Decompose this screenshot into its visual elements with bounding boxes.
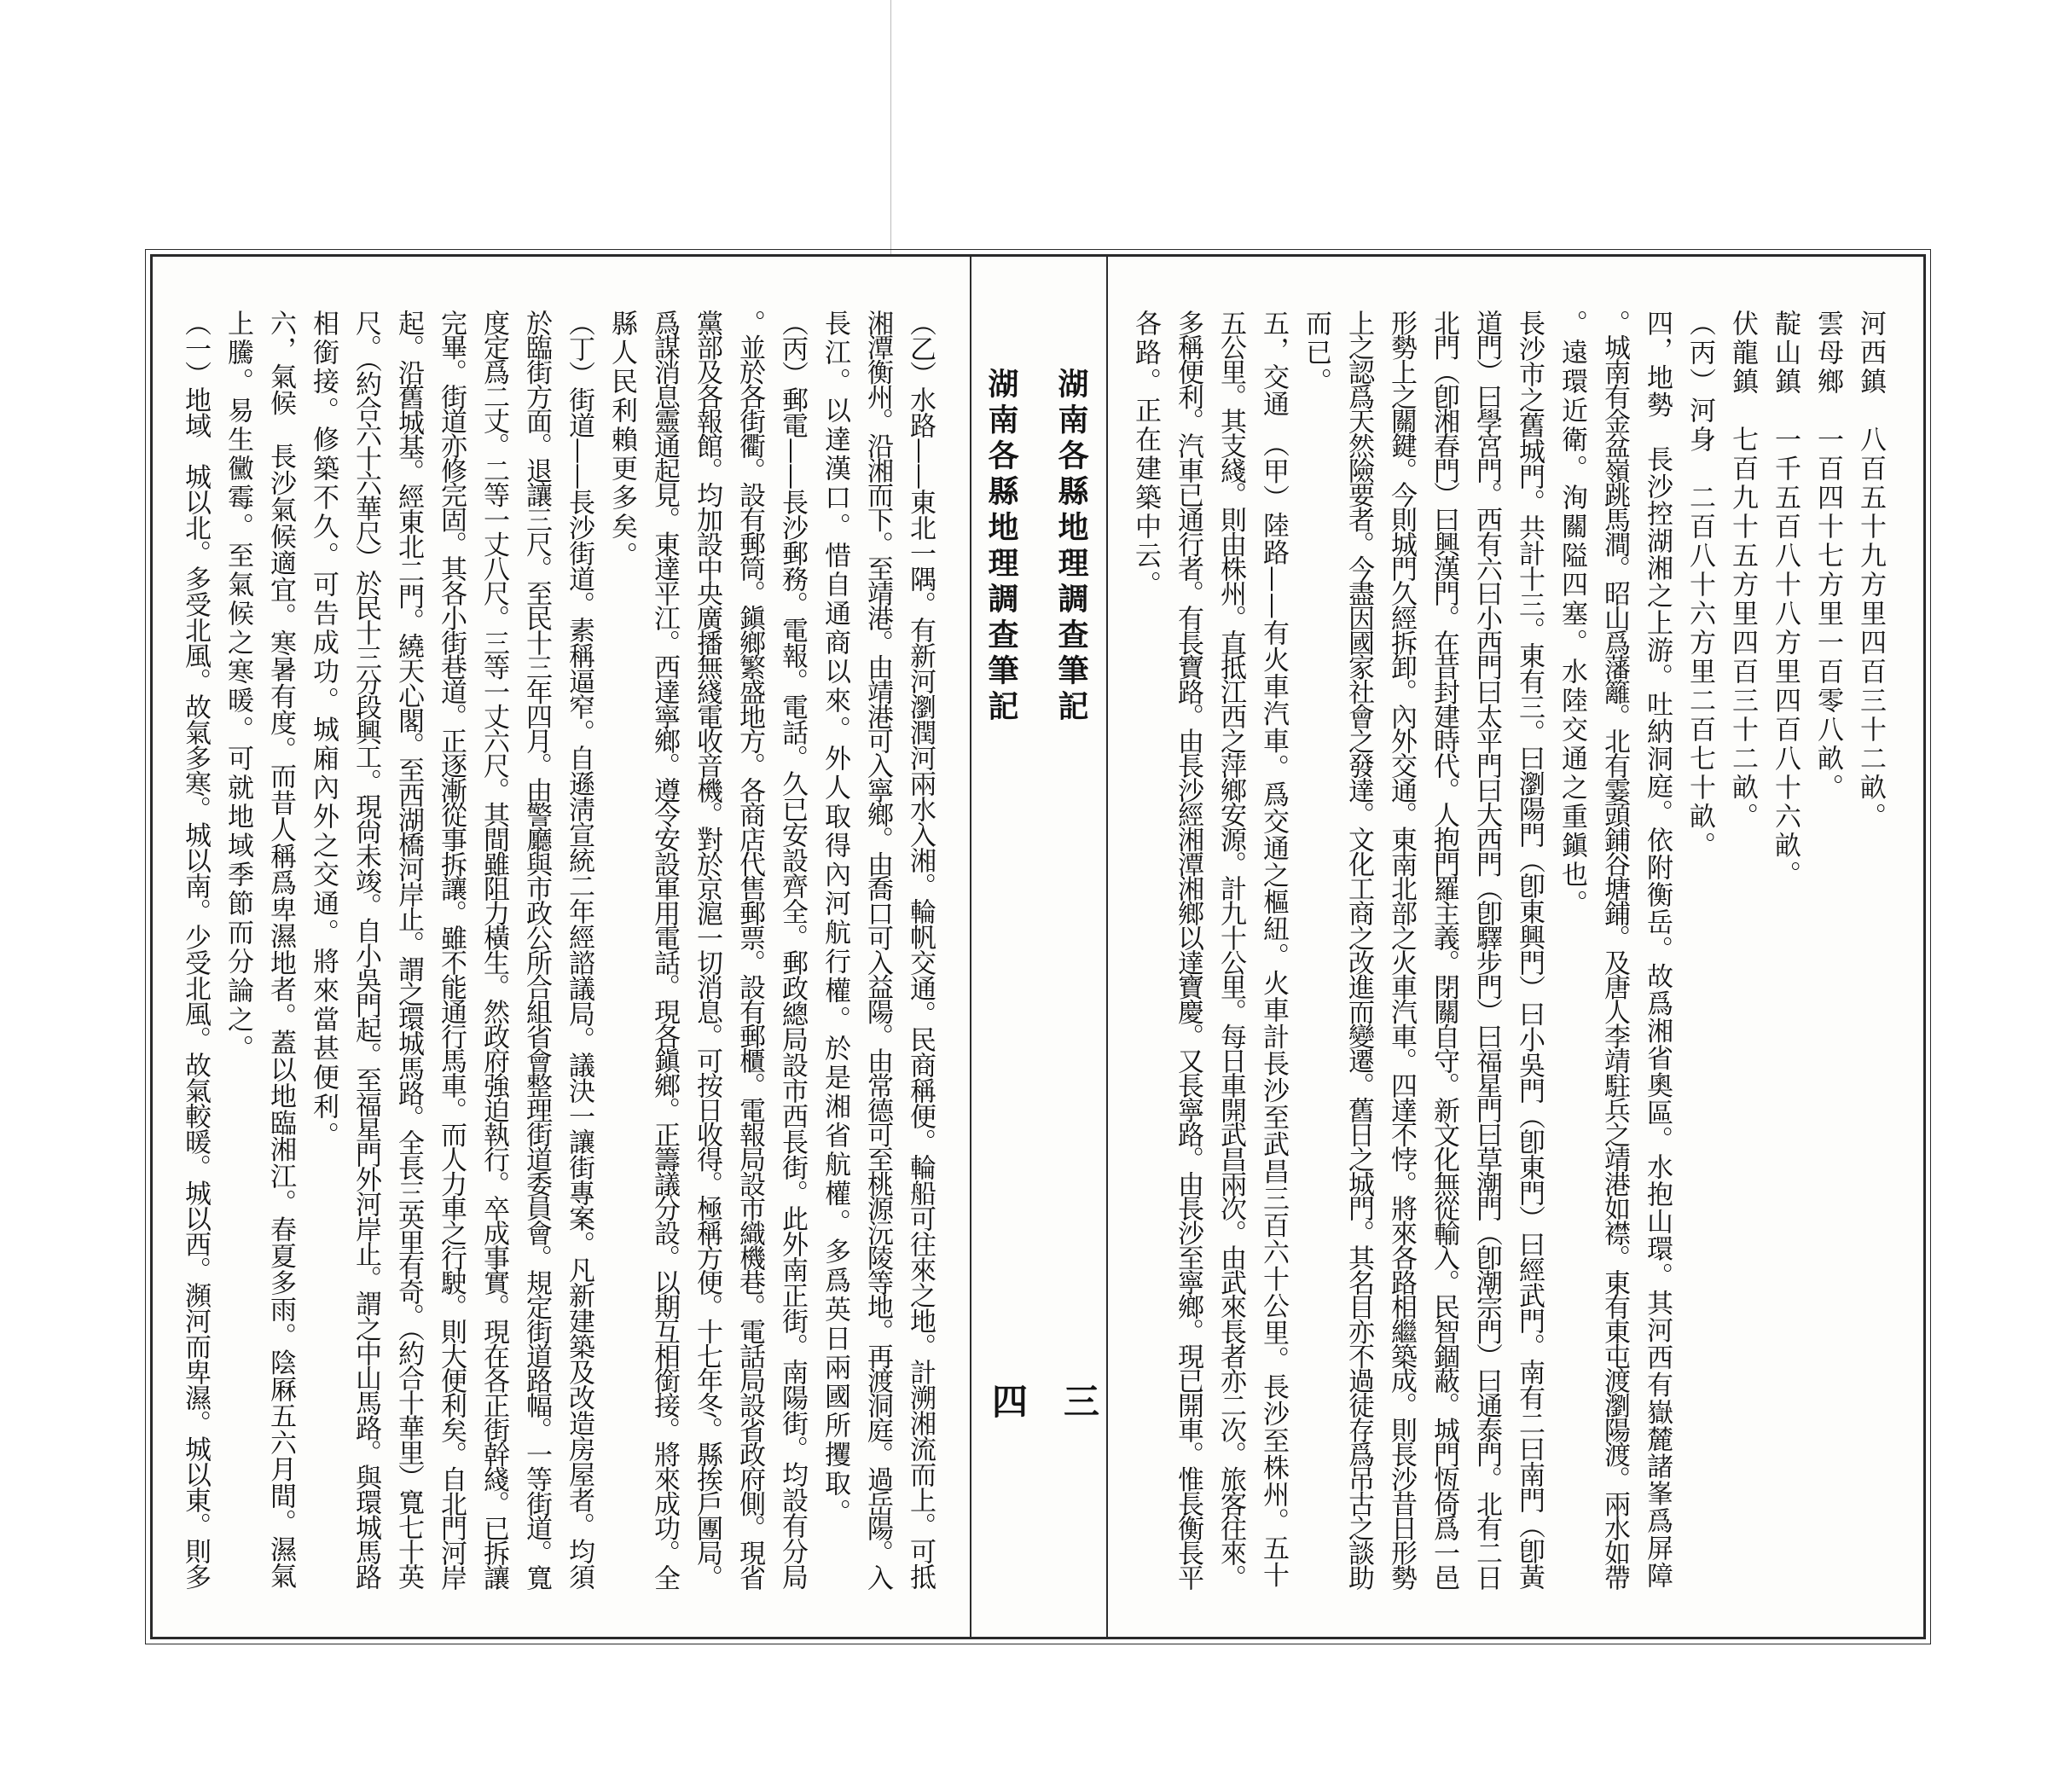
- text-column: 各路。正在建築中云。: [1130, 310, 1161, 600]
- text-column: 。並於各街衢。設有郵筒。鎭鄉繁盛地方。各商店代售郵票。設有郵櫃。電報局設市織機巷。電話局設省政府側。現省: [734, 310, 765, 1590]
- text-column: 尺。（約合六十六華尺）於民十三分段興工。現尙未竣。自小吳門起。至福星門外河岸止。謂之中山馬路。與環城馬路: [351, 310, 381, 1589]
- text-column: 。城南有金盆嶺跳馬澗。昭山爲藩籬。北有霎頭鋪谷塘鋪。及唐人李靖駐兵之靖港如襟。東有東屯渡瀏陽渡。兩水如帶: [1599, 310, 1630, 1590]
- text-column: 完畢。街道亦修完固。其各小街巷道。正逐漸從事拆讓。雖不能通行馬車。而人力車之行駛。則大便利矣。自北門河岸: [436, 310, 467, 1590]
- text-column: 上騰。易生黴霉。至氣候之寒暖。可就地域季節而分論之。: [223, 310, 253, 1064]
- text-column: （丙）郵電——長沙郵務。電報。電話。久已安設齊全。郵政總局設市西長街。此外南正街。南陽街。均設有分局: [777, 310, 808, 1589]
- text-column: 縣人民利賴更多矣。: [606, 310, 637, 571]
- text-column: 六，氣候 長沙氣候適宜。寒暑有度。而昔人稱爲卑濕地者。蓋以地臨湘江。春夏多雨。陰厤五六月間。濕氣: [265, 310, 296, 1589]
- text-column: 多稱便利。汽車已通行者。有長寶路。由長沙經湘潭湘鄉以達寶慶。又長寧路。由長沙至寧鄉。現已開車。惟長衡長平: [1173, 310, 1203, 1590]
- text-column: 靛山鎮 一千五百八十八方里四百八十六畝。: [1770, 310, 1801, 890]
- gutter-rule-right: [1106, 257, 1108, 1637]
- text-column: 長沙市之舊城門。共計十三。東有三。曰瀏陽門（卽東興門）曰小吳門（卽東門）曰經武門。南有二曰南門（卽黃: [1514, 310, 1545, 1589]
- text-column: 。遠環近衛。洵關隘四塞。水陸交通之重鎭也。: [1557, 310, 1587, 919]
- text-column: 雲母鄉 一百四十七方里一百零八畝。: [1812, 310, 1843, 803]
- page-number-left: 四: [987, 1383, 1029, 1418]
- text-column: 道門）曰學宮門。西有六曰小西門曰太平門曰大西門（卽驛步門）曰福星門曰草潮門（卽潮宗門）曰通泰門。北有二日: [1471, 310, 1502, 1590]
- text-column: 起。沿舊城基。經東北二門。繞天心閣。至西湖橋河岸止。謂之環城馬路。全長三英里有奇。（約合十華里）寬七十英: [393, 310, 424, 1589]
- text-column: 湘潭衡州。沿湘而下。至靖港。由靖港可入寧鄉。由喬口可入益陽。由常德可至桃源沅陵等地。再渡洞庭。過岳陽。入: [862, 310, 893, 1590]
- running-header-left: 湖南各縣地理調查筆記: [983, 368, 1019, 726]
- text-column: 長江。以達漢口。惜自通商以來。外人取得內河航行權。於是湘省航權。多爲英日兩國所攫取。: [820, 310, 850, 1528]
- text-column: （乙）水路——東北一隅。有新河瀏潤河兩水入湘。輪帆交通。民商稱便。輪船可往來之地。計溯湘流而上。可抵: [905, 310, 936, 1589]
- text-column: 爲謀消息靈通起見。東達平江。西達寧鄉。遵令安設軍用電話。現各鎭鄉。正籌議分設。以期互相銜接。將來成功。全: [649, 310, 680, 1590]
- right-page: [1040, 257, 1923, 1637]
- text-column: 伏龍鎮 七百九十五方里四百三十二畝。: [1727, 310, 1758, 832]
- text-column: 五公里。其支綫。則由株州。直抵江西之萍鄉安源。計九十公里。每日車開武昌兩次。由武來長者亦二次。旅客往來。: [1215, 310, 1246, 1590]
- text-column: （丙）河身 二百八十六方里二百七十畝。: [1685, 310, 1715, 861]
- text-column: 五，交通 （甲）陸路——有火車汽車。爲交通之樞紐。火車計長沙至武昌三百六十公里。長沙至株州。五十: [1258, 310, 1289, 1589]
- text-column: 相銜接。修築不久。可告成功。城廂內外之交通。將來當甚便利。: [308, 310, 339, 1151]
- text-column: （一）地域 城以北。多受北風。故氣多寒。城以南。少受北風。故氣較暖。城以西。瀕河而卑濕。城以東。則多: [180, 310, 211, 1589]
- text-column: 度定爲二丈。二等一丈八尺。三等一丈六尺。其間雖阻力橫生。然政府強迫執行。卒成事實。現在各正街幹綫。已拆讓: [478, 310, 509, 1590]
- open-book-spread: [150, 254, 1926, 1639]
- left-page: [153, 257, 1040, 1637]
- text-column: 於臨街方面。退讓三尺。至民十三年四月。由警廳與市政公所合組省會整理街道委員會。規定街道路幅。一等街道。寬: [521, 310, 552, 1590]
- text-column: 上之認爲天然險要者。今盡因國家社會之發達。文化工商之改進而變遷。舊日之城門。其名目亦不過徒存爲吊古之談助: [1343, 310, 1374, 1590]
- page-number-right: 三: [1058, 1383, 1100, 1418]
- text-column: （丁）街道——長沙街道。素稱逼窄。自遜淸宣統二年經諮議局。議決一讓街專案。凡新建築及改造房屋者。均須: [564, 310, 594, 1589]
- text-column: 形勢上之關鍵。今則城門久經拆卸。內外交通。東南北部之火車汽車。四達不悖。將來各路相繼築成。則長沙昔日形勢: [1386, 310, 1417, 1590]
- running-header-right: 湖南各縣地理調查筆記: [1053, 368, 1089, 726]
- text-column: 四，地勢 長沙控湖湘之上游。吐納洞庭。依附衡岳。故爲湘省奧區。水抱山環。其河西有嶽麓諸峯爲屏障: [1642, 310, 1673, 1589]
- text-column: 而已。: [1301, 310, 1331, 397]
- text-column: 黨部及各報館。均加設中央廣播無綫電收音機。對於京滬一切消息。可按日收得。極稱方便。十七年冬。縣挨戶團局。: [692, 310, 722, 1590]
- text-column: 北門（卽湘春門）曰興漢門。在昔封建時代。人抱門羅主義。閉關自守。新文化無從輸入。民智錮蔽。城門恆倚爲一邑: [1429, 310, 1459, 1590]
- text-column: 河西鎮 八百五十九方里四百三十二畝。: [1855, 310, 1886, 832]
